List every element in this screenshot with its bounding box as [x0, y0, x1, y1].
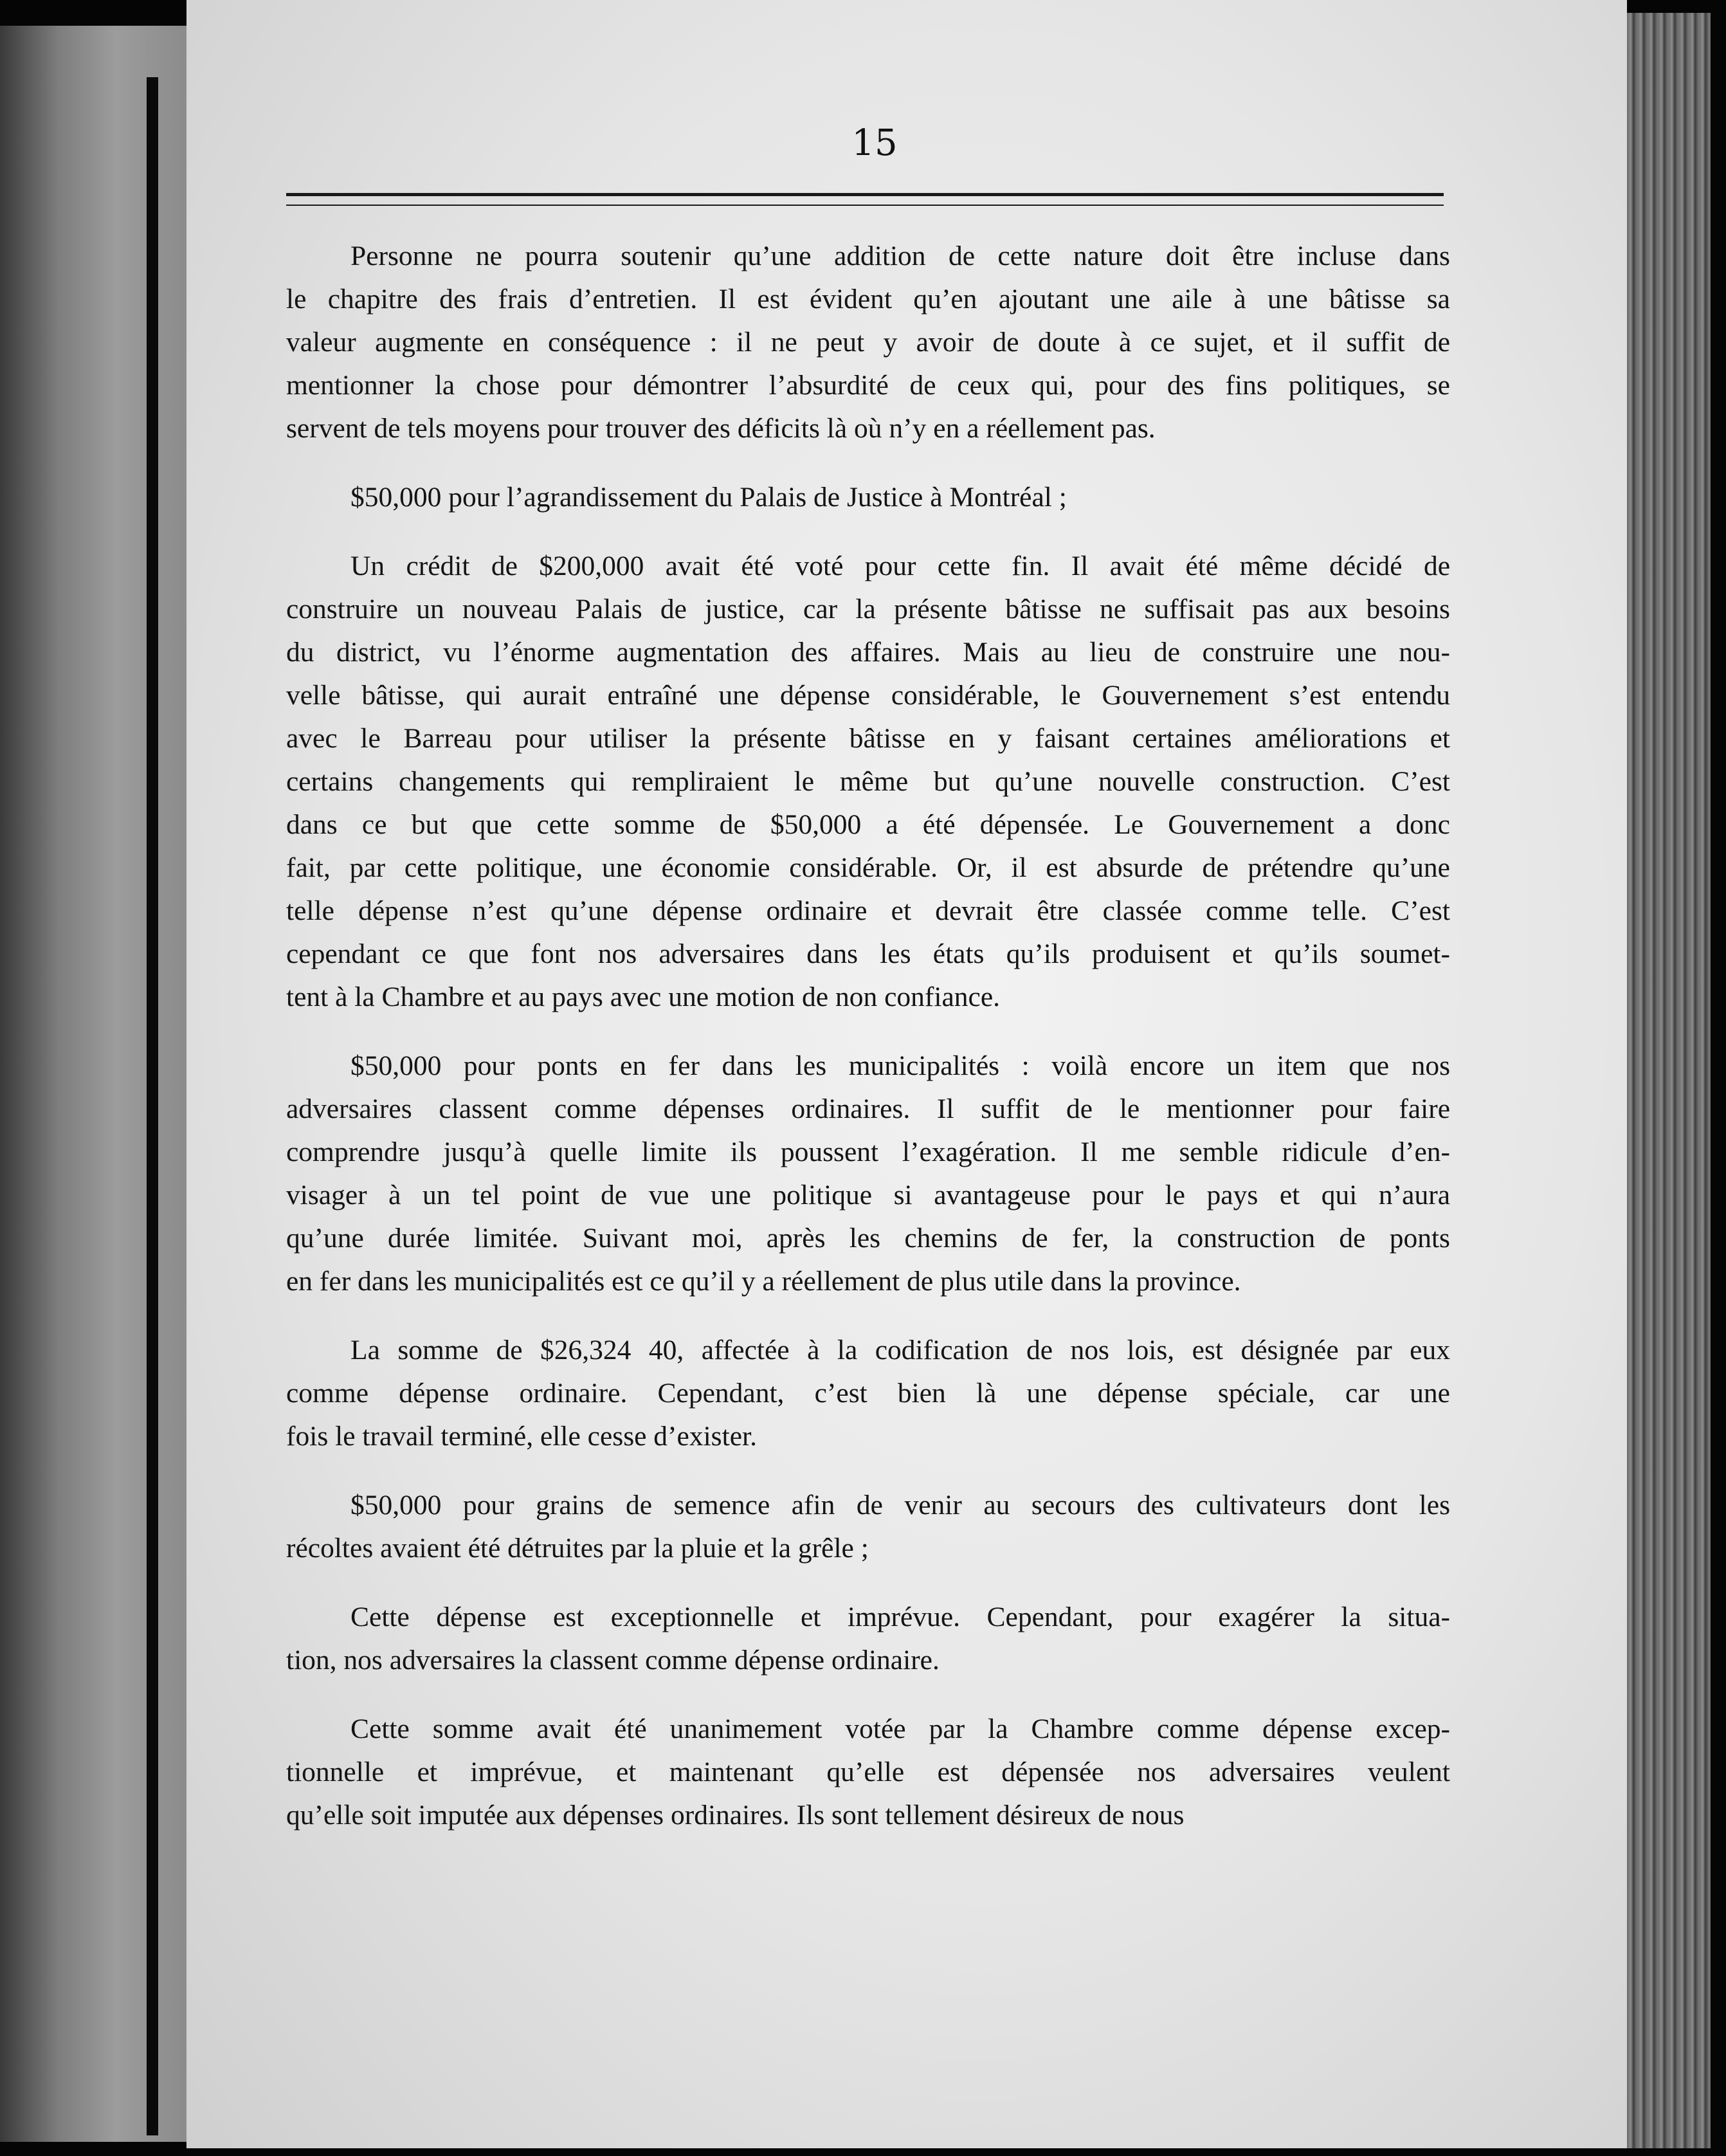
text-line: mentionner la chose pour démontrer l’absurdité de ceux qui, pour des fins politiques, se: [286, 370, 1450, 401]
paragraph: [286, 235, 1450, 450]
text-line: La somme de $26,324 40, affectée à la codification de nos lois, est désignée par eux: [350, 1335, 1450, 1366]
text-line: velle bâtisse, qui aurait entraîné une dépense considérable, le Gouvernement s’est entendu: [286, 680, 1450, 711]
text-line: cependant ce que font nos adversaires dans les états qu’ils produisent et qu’ils soumet-: [286, 938, 1450, 969]
paragraph: [286, 1596, 1450, 1682]
header-rule-thin: [286, 205, 1444, 206]
paragraph: [286, 1045, 1450, 1303]
text-line: fait, par cette politique, une économie considérable. Or, il est absurde de prétendre qu’une: [286, 852, 1450, 883]
paragraph: [286, 1708, 1450, 1837]
paragraph: [286, 476, 1450, 519]
paragraph: [286, 545, 1450, 1019]
text-line: $50,000 pour grains de semence afin de venir au secours des cultivateurs dont les: [350, 1490, 1450, 1521]
text-line: du district, vu l’énorme augmentation des affaires. Mais au lieu de construire une nou-: [286, 637, 1450, 668]
text-line: Personne ne pourra soutenir qu’une addition de cette nature doit être incluse dans: [350, 241, 1450, 271]
binding-shadow: [147, 77, 158, 2135]
paragraph: [286, 1329, 1450, 1458]
text-line: comprendre jusqu’à quelle limite ils poussent l’exagération. Il me semble ridicule d’en-: [286, 1137, 1450, 1167]
text-line: visager à un tel point de vue une politique si avantageuse pour le pays et qui n’aura: [286, 1180, 1450, 1210]
text-line: Cette dépense est exceptionnelle et imprévue. Cependant, pour exagérer la situa-: [350, 1602, 1450, 1632]
text-line: en fer dans les municipalités est ce qu’il y a réellement de plus utile dans la province.: [286, 1266, 1241, 1297]
text-line: qu’une durée limitée. Suivant moi, après les chemins de fer, la construction de ponts: [286, 1223, 1450, 1254]
text-line: avec le Barreau pour utiliser la présente bâtisse en y faisant certaines améliorations et: [286, 723, 1450, 754]
text-line: tent à la Chambre et au pays avec une motion de non confiance.: [286, 982, 1001, 1012]
text-line: dans ce but que cette somme de $50,000 a été dépensée. Le Gouvernement a donc: [286, 809, 1450, 840]
page-number: 15: [851, 122, 898, 164]
text-line: récoltes avaient été détruites par la pluie et la grêle ;: [286, 1533, 869, 1564]
text-line: Un crédit de $200,000 avait été voté pour cette fin. Il avait été même décidé de: [350, 551, 1450, 581]
text-line: servent de tels moyens pour trouver des déficits là où n’y en a réellement pas.: [286, 413, 1156, 444]
header-rule-thick: [286, 193, 1444, 196]
text-line: Cette somme avait été unanimement votée par la Chambre comme dépense excep-: [350, 1713, 1450, 1744]
text-line: le chapitre des frais d’entretien. Il est évident qu’en ajoutant une aile à une bâtisse sa: [286, 284, 1450, 315]
body-text: [286, 235, 1450, 1863]
text-line: tion, nos adversaires la classent comme dépense ordinaire.: [286, 1645, 940, 1676]
right-page-stack: [1627, 13, 1711, 2148]
text-line: certains changements qui rempliraient le même but qu’une nouvelle construction. C’est: [286, 766, 1450, 797]
text-line: tionnelle et imprévue, et maintenant qu’elle est dépensée nos adversaires veulent: [286, 1757, 1450, 1787]
text-line: telle dépense n’est qu’une dépense ordinaire et devrait être classée comme telle. C’est: [286, 895, 1450, 926]
text-line: adversaires classent comme dépenses ordinaires. Il suffit de le mentionner pour faire: [286, 1093, 1450, 1124]
left-page-edge: [0, 26, 193, 2142]
text-line: qu’elle soit imputée aux dépenses ordinaires. Ils sont tellement désireux de nous: [286, 1800, 1185, 1831]
paragraph: [286, 1484, 1450, 1570]
text-line: fois le travail terminé, elle cesse d’exister.: [286, 1421, 757, 1452]
text-line: $50,000 pour l’agrandissement du Palais de Justice à Montréal ;: [350, 482, 1067, 513]
text-line: $50,000 pour ponts en fer dans les municipalités : voilà encore un item que nos: [350, 1050, 1450, 1081]
text-line: comme dépense ordinaire. Cependant, c’est bien là une dépense spéciale, car une: [286, 1378, 1450, 1409]
text-line: valeur augmente en conséquence : il ne peut y avoir de doute à ce sujet, et il suffit de: [286, 327, 1450, 358]
text-line: construire un nouveau Palais de justice, car la présente bâtisse ne suffisait pas aux besoins: [286, 594, 1450, 625]
